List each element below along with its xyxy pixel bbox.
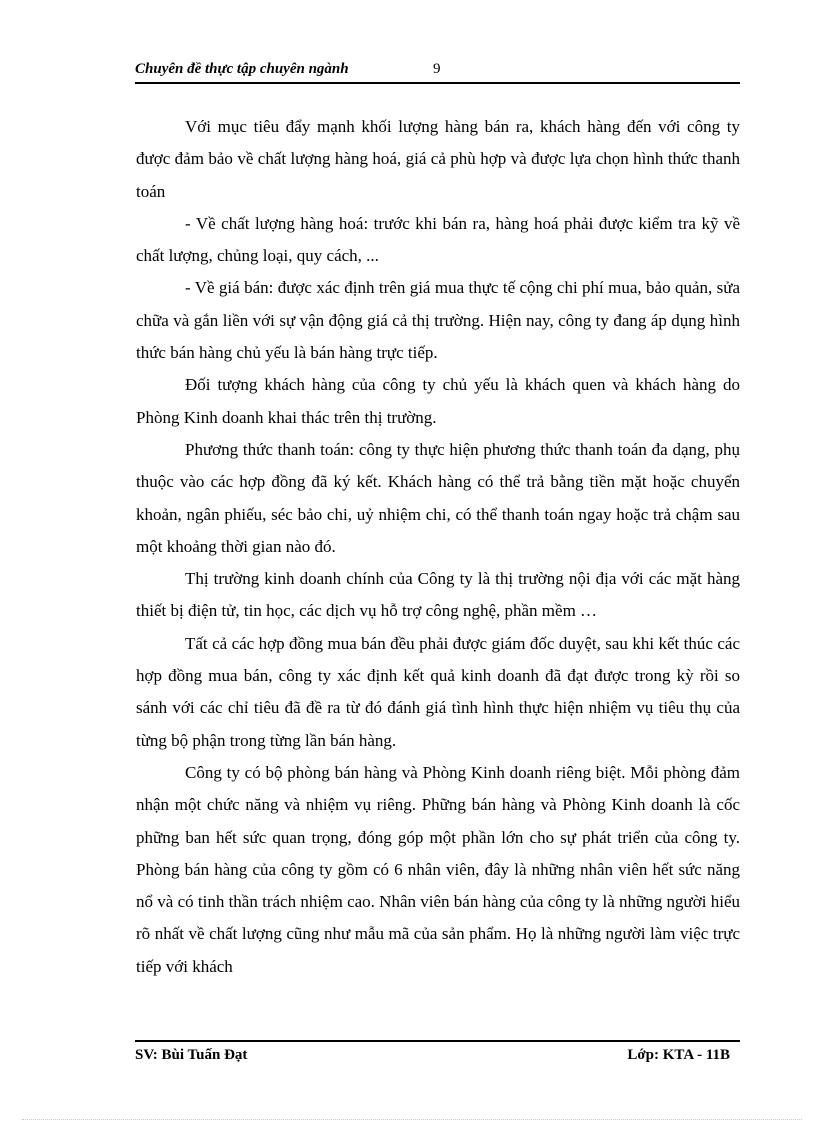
paragraph: Thị trường kinh doanh chính của Công ty là thị trường nội địa với các mặt hàng thiết bị điện tử, tin học, các dịch vụ hỗ trợ công nghệ, phần mềm … (136, 569, 740, 621)
footer-class: Lớp: KTA - 11B (627, 1047, 730, 1063)
page-header (135, 60, 740, 84)
footer-student: SV: Bùi Tuấn Đạt (135, 1047, 248, 1063)
paragraph: Với mục tiêu đẩy mạnh khối lượng hàng bán ra, khách hàng đến với công ty được đảm bảo về chất lượng hàng hoá, giá cả phù hợp và được lựa chọn hình thức thanh toán (136, 117, 740, 201)
body-text (136, 111, 740, 983)
page-edge-divider (22, 1119, 802, 1120)
paragraph: Tất cả các hợp đồng mua bán đều phải được giám đốc duyệt, sau khi kết thúc các hợp đồng mua bán, công ty xác định kết quả kinh doanh đã đạt được trong kỳ rồi so sánh với các chỉ tiêu đã đề ra từ đó đánh giá tình hình thực hiện nhiệm vụ tiêu thụ của từng bộ phận trong từng lần bán hàng. (136, 633, 740, 750)
paragraph: Công ty có bộ phòng bán hàng và Phòng Kinh doanh riêng biệt. Mỗi phòng đảm nhận một chức năng và nhiệm vụ riêng. Phững bán hàng và Phòng Kinh doanh là cốc phững ban hết sức quan trọng, đóng góp một phần lớn cho sự phát triển của công ty. Phòng bán hàng của công ty gồm có 6 nhân viên, đây là những nhân viên hết sức năng nổ và có tinh thần trách nhiệm cao. Nhân viên bán hàng của công ty là những người hiểu rõ nhất về chất lượng cũng như mẫu mã của sản phẩm. Họ là những người làm việc trực tiếp với khách (136, 762, 740, 976)
paragraph: Đối tượng khách hàng của công ty chủ yếu là khách quen và khách hàng do Phòng Kinh doanh khai thác trên thị trường. (136, 375, 740, 427)
page-number: 9 (433, 61, 441, 77)
paragraph: - Về chất lượng hàng hoá: trước khi bán ra, hàng hoá phải được kiểm tra kỹ về chất lượng, chủng loại, quy cách, ... (136, 213, 740, 266)
paragraph: - Về giá bán: được xác định trên giá mua thực tế cộng chi phí mua, bảo quản, sửa chữa và gắn liền với sự vận động giá cả thị trường. Hiện nay, công ty đang áp dụng hình thức bán hàng chủ yếu là bán hàng trực tiếp. (136, 278, 740, 363)
paragraph: Phương thức thanh toán: công ty thực hiện phương thức thanh toán đa dạng, phụ thuộc vào các hợp đồng đã ký kết. Khách hàng có thể trả bằng tiền mặt hoặc chuyển khoản, ngân phiếu, séc bảo chi, uỷ nhiệm chi, có thể thanh toán ngay hoặc trả chậm sau một khoảng thời gian nào đó. (136, 439, 740, 556)
page-footer (135, 1040, 740, 1072)
header-title: Chuyên đề thực tập chuyên ngành (135, 61, 349, 77)
